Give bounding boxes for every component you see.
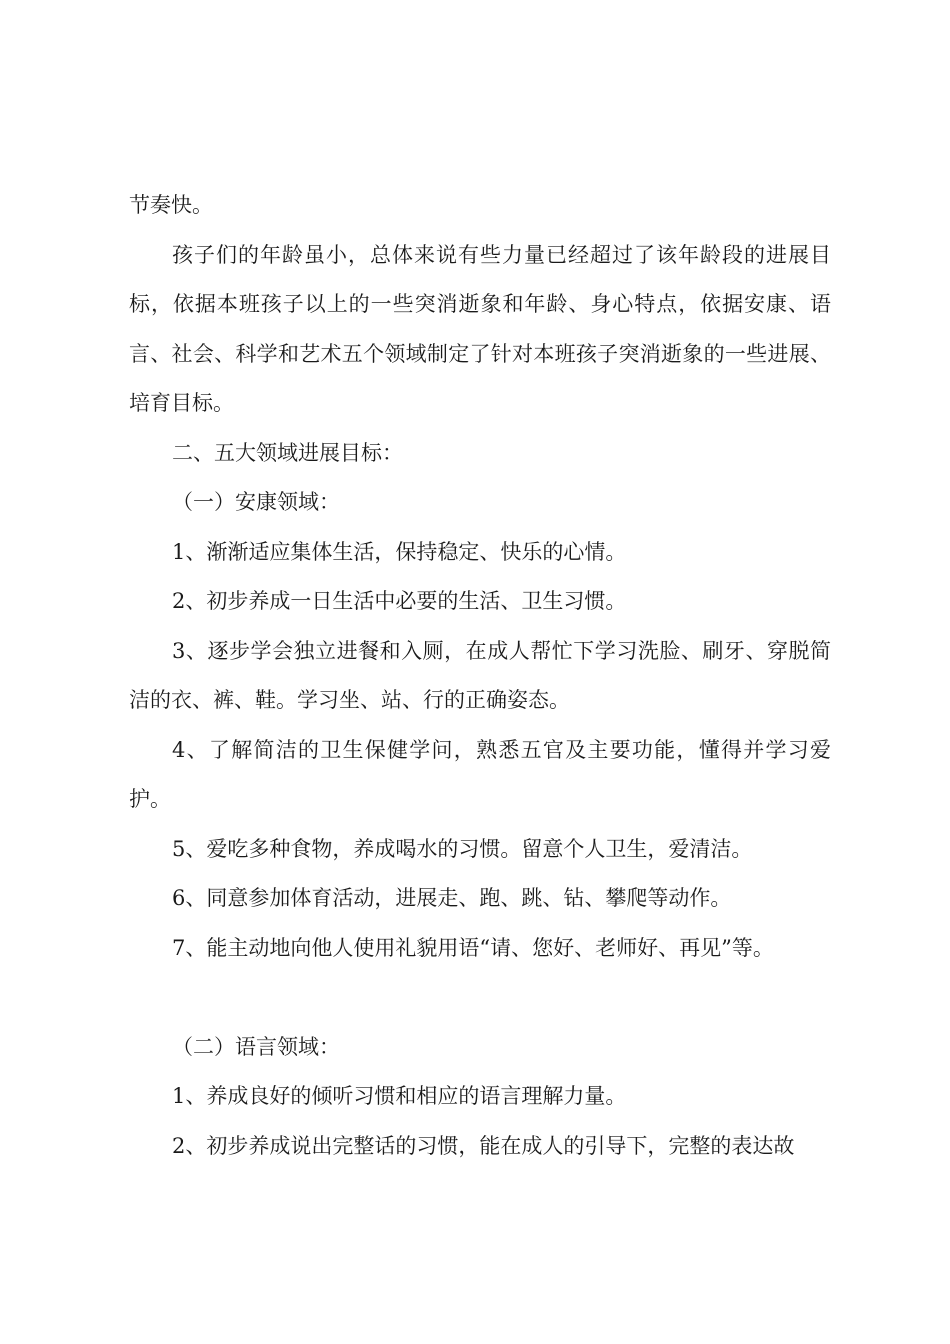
- health-item-5: 5、爱吃多种食物，养成喝水的习惯。留意个人卫生，爱清洁。: [172, 836, 753, 861]
- health-item-7: 7、能主动地向他人使用礼貌用语“请、您好、老师好、再见”等。: [172, 935, 774, 960]
- health-item-2: 2、初步养成一日生活中必要的生活、卫生习惯。: [172, 589, 627, 613]
- language-item-2: 2、初步养成说出完整话的习惯，能在成人的引导下，完整的表达故: [172, 1133, 795, 1158]
- subsection-heading-language: （二）语言领域：: [172, 1034, 341, 1059]
- health-item-6: 6、同意参加体育活动，进展走、跑、跳、钻、攀爬等动作。: [172, 886, 732, 910]
- health-item-3: 3、逐步学会独立进餐和入厕，在成人帮忙下学习洗脸、刷牙、穿脱简洁的衣、裤、鞋。学习坐、站、行的正确姿态。: [129, 638, 831, 712]
- health-item-4: 4、了解简洁的卫生保健学问，熟悉五官及主要功能，懂得并学习爱护。: [129, 737, 831, 811]
- section-heading-goals: 二、五大领域进展目标：: [172, 440, 404, 465]
- paragraph-intro: 孩子们的年龄虽小，总体来说有些力量已经超过了该年龄段的进展目标，依据本班孩子以上的一些突消逝象和年龄、身心特点，依据安康、语言、社会、科学和艺术五个领域制定了针对本班孩子突消逝象的一些进展、培育目标。: [129, 242, 831, 415]
- subsection-heading-health: （一）安康领域：: [172, 490, 341, 514]
- language-item-1: 1、养成良好的倾听习惯和相应的语言理解力量。: [172, 1084, 627, 1108]
- paragraph-continuation: 节奏快。: [129, 193, 213, 217]
- document-body: [129, 181, 831, 1171]
- health-item-1: 1、渐渐适应集体生活，保持稳定、快乐的心情。: [172, 539, 627, 564]
